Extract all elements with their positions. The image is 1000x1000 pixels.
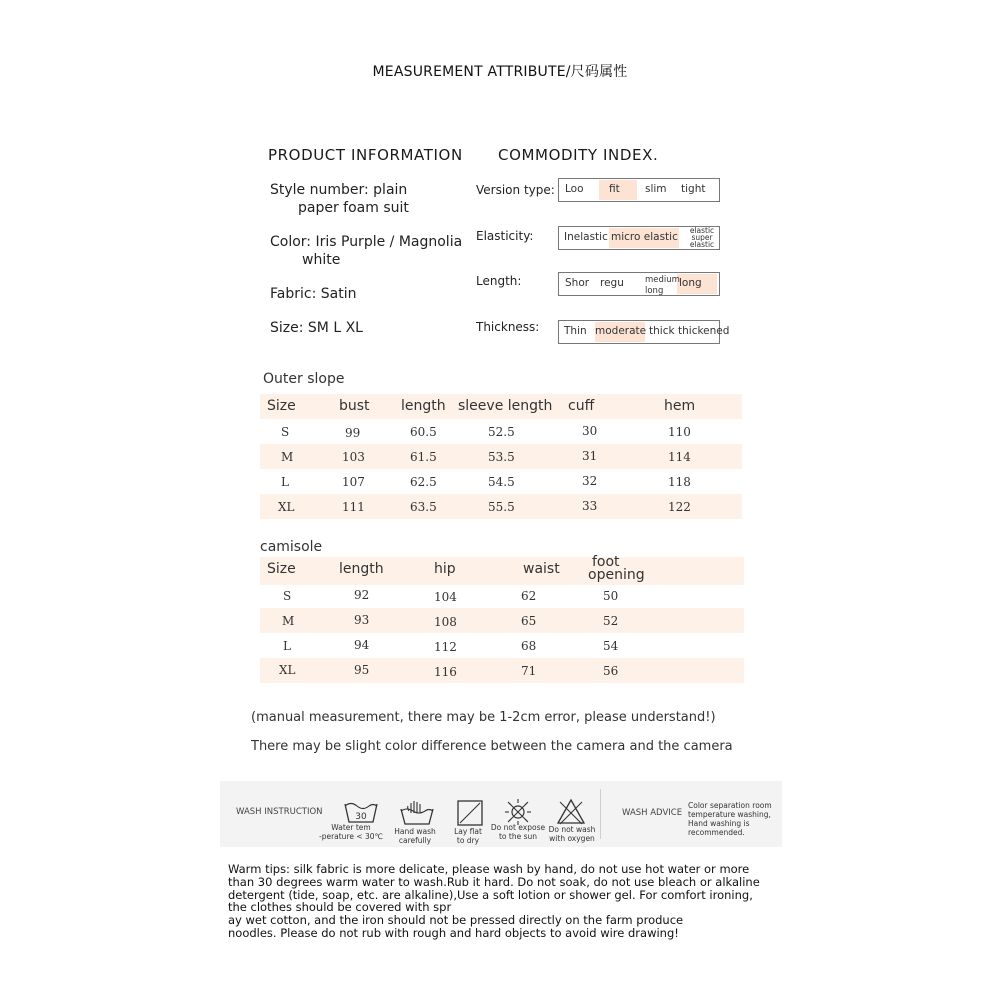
camisole-cell: 112	[434, 640, 457, 654]
wash-instruction-strip	[220, 781, 782, 847]
wash-advice-text: Color separation room temperature washing, Hand washing is recommended.	[688, 801, 772, 837]
elasticity-option: micro elastic	[611, 231, 678, 243]
color-difference-note: There may be slight color difference between the camera and the camera	[251, 739, 733, 754]
version-option: tight	[681, 183, 706, 195]
length-option: Shor	[565, 277, 590, 289]
length-option: long	[679, 277, 702, 289]
style-number-line2: paper foam suit	[298, 200, 409, 216]
thickness-option: thick	[649, 325, 675, 337]
outer-col-header: cuff	[568, 398, 595, 414]
warm-tips-line: the clothes should be covered with spr	[228, 900, 452, 915]
camisole-cell: 56	[603, 664, 619, 678]
camisole-cell: 93	[354, 613, 370, 627]
outer-cell: XL	[278, 500, 295, 514]
camisole-col-header: length	[339, 561, 384, 577]
outer-cell: M	[281, 450, 294, 464]
outer-cell: 62.5	[410, 475, 437, 489]
outer-cell: 63.5	[410, 500, 437, 514]
color-line2: white	[302, 252, 341, 268]
elasticity-option: Inelastic	[564, 231, 608, 243]
camisole-cell: L	[283, 639, 291, 653]
wash-caption: Do not expose to the sun	[490, 823, 546, 841]
camisole-title: camisole	[260, 539, 323, 555]
outer-cell: 32	[582, 474, 598, 488]
warm-tips-line: detergent (tide, soap, etc. are alkaline),Use a soft lotion or shower gel. For comfort ironing,	[228, 887, 753, 902]
version-type-scale	[558, 178, 720, 202]
thickness-option: Thin	[564, 325, 587, 337]
camisole-col-header: foot	[592, 554, 620, 570]
warm-tips-line: noodles. Please do not rub with rough and hard objects to avoid wire drawing!	[228, 925, 679, 940]
outer-cell: 53.5	[488, 450, 515, 464]
outer-cell: 31	[582, 449, 598, 463]
wash-advice-label: WASH ADVICE	[622, 808, 683, 818]
length-scale	[558, 272, 720, 296]
outer-col-header: Size	[267, 398, 296, 414]
version-option: slim	[645, 183, 667, 195]
camisole-row-band	[260, 658, 744, 683]
commodity-index-heading: COMMODITY INDEX.	[498, 146, 659, 164]
lay-flat-dry-icon	[456, 799, 484, 827]
outer-cell: 30	[582, 424, 598, 438]
outer-cell: 60.5	[410, 425, 437, 439]
camisole-header-band	[260, 554, 744, 585]
thickness-scale	[558, 320, 730, 344]
camisole-cell: S	[283, 589, 292, 603]
outer-cell: 33	[582, 499, 598, 513]
outer-col-header: length	[401, 398, 446, 414]
fabric-line: Fabric: Satin	[270, 286, 357, 302]
camisole-cell: 62	[521, 589, 537, 603]
no-sun-icon	[504, 798, 532, 826]
version-option: fit	[609, 183, 620, 195]
outer-cell: 52.5	[488, 425, 515, 439]
camisole-cell: 116	[434, 665, 457, 679]
outer-cell: 122	[668, 500, 691, 514]
outer-col-header: bust	[339, 398, 370, 414]
outer-cell: 114	[668, 450, 691, 464]
no-oxygen-wash-icon	[556, 798, 586, 826]
hand-wash-icon	[398, 799, 436, 827]
warm-tips-line: ay wet cotton, and the iron should not be pressed directly on the farm produce	[228, 913, 684, 928]
outer-slope-title: Outer slope	[263, 371, 345, 387]
warm-tips-line: Warm tips: silk fabric is more delicate, please wash by hand, do not use hot water or more	[228, 862, 750, 876]
page-title: MEASUREMENT ATTRIBUTE/尺码属性	[372, 64, 628, 80]
outer-cell: L	[281, 475, 289, 489]
outer-col-header: hem	[664, 398, 696, 414]
outer-cell: S	[281, 425, 290, 439]
length-option: medium	[645, 275, 680, 285]
wash-caption: Lay flat to dry	[454, 827, 482, 845]
camisole-col-header: hip	[434, 561, 456, 577]
wash-divider	[600, 789, 601, 839]
camisole-cell: XL	[279, 663, 296, 677]
camisole-cell: 68	[521, 639, 537, 653]
thickness-option: thickened	[678, 325, 730, 337]
camisole-col-header: waist	[523, 561, 560, 577]
version-type-label: Version type:	[476, 183, 555, 197]
color-line1: Color: Iris Purple / Magnolia	[270, 234, 463, 250]
camisole-cell: 52	[603, 614, 619, 628]
thickness-option: moderate	[595, 325, 647, 337]
elasticity-option: super	[691, 233, 713, 242]
wash-caption: Hand wash carefully	[394, 827, 436, 845]
camisole-col-header: Size	[267, 561, 296, 577]
elasticity-scale	[558, 226, 720, 250]
camisole-cell: 108	[434, 615, 457, 629]
camisole-cell: 65	[521, 614, 537, 628]
camisole-cell: 92	[354, 588, 370, 602]
length-option: long	[645, 286, 664, 296]
length-label: Length:	[476, 274, 522, 288]
camisole-row-band	[260, 608, 744, 633]
manual-measurement-note: (manual measurement, there may be 1-2cm error, please understand!)	[251, 710, 716, 725]
length-option: regu	[600, 277, 624, 289]
outer-cell: 111	[342, 500, 365, 514]
style-number-line1: Style number: plain	[270, 182, 408, 198]
camisole-cell: 104	[434, 590, 457, 604]
elasticity-option: elastic	[689, 240, 715, 249]
elasticity-option: elastic	[689, 226, 715, 235]
size-line: Size: SM L XL	[270, 320, 363, 336]
thickness-label: Thickness:	[476, 320, 540, 334]
warm-tips-line: than 30 degrees warm water to wash.Rub it hard. Do not soak, do not use bleach or alkaline	[228, 874, 760, 889]
outer-col-header: sleeve length	[458, 398, 553, 414]
version-option: Loo	[565, 183, 584, 195]
camisole-cell: 50	[603, 589, 619, 603]
outer-cell: 55.5	[488, 500, 515, 514]
wash-temp-label: 30	[355, 812, 367, 822]
wash-caption: Do not wash with oxygen	[548, 825, 596, 843]
camisole-cell: 54	[603, 639, 619, 653]
elasticity-label: Elasticity:	[476, 229, 534, 243]
outer-cell: 118	[668, 475, 691, 489]
camisole-cell: 95	[354, 663, 370, 677]
product-information-heading: PRODUCT INFORMATION	[268, 146, 463, 164]
camisole-cell: 94	[354, 638, 370, 652]
camisole-col-header: opening	[588, 567, 645, 583]
wash-caption: Water tem -perature < 30℃	[318, 823, 383, 841]
camisole-cell: M	[282, 614, 295, 628]
wash-instruction-label: WASH INSTRUCTION	[236, 807, 323, 817]
outer-cell: 61.5	[410, 450, 437, 464]
outer-cell: 99	[345, 426, 361, 440]
warm-tips	[228, 863, 760, 940]
camisole-cell: 71	[521, 664, 537, 678]
outer-cell: 110	[668, 425, 691, 439]
outer-cell: 54.5	[488, 475, 515, 489]
outer-cell: 103	[342, 450, 365, 464]
outer-cell: 107	[342, 475, 365, 489]
